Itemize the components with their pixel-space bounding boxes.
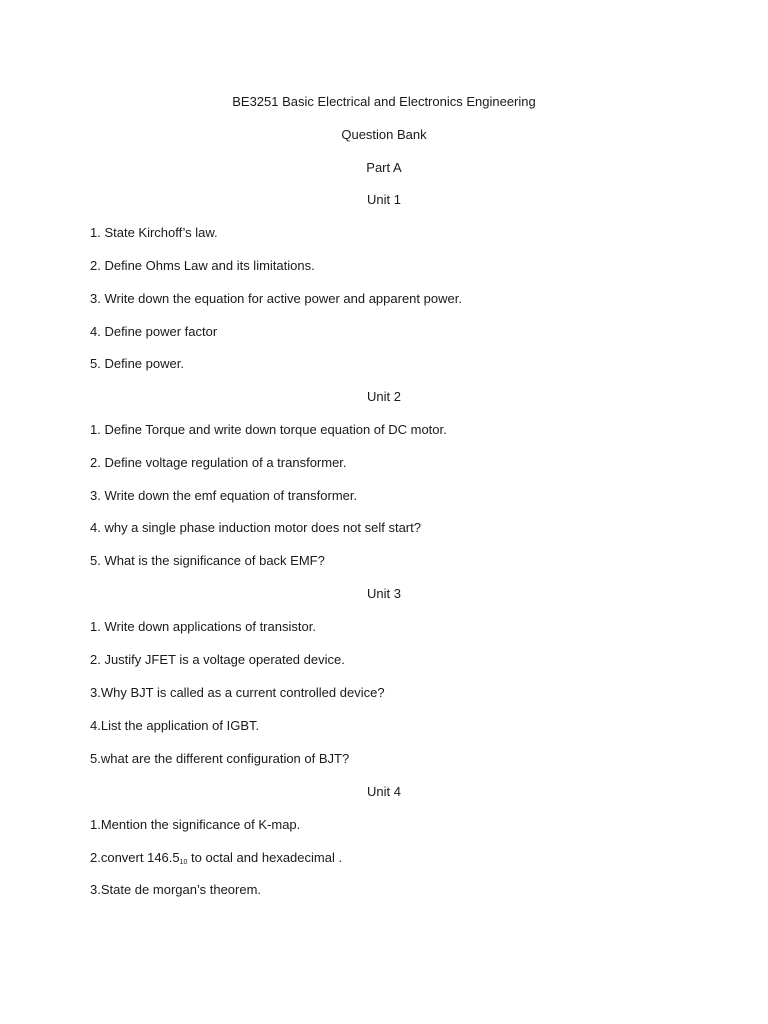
question-item: 3.State de morgan’s theorem. — [90, 882, 262, 897]
unit-heading: Unit 3 — [367, 586, 401, 601]
question-item: 5. Define power. — [90, 356, 184, 371]
question-item: 3.Why BJT is called as a current controlled device? — [90, 685, 385, 700]
question-text-suffix: to octal and hexadecimal . — [187, 850, 343, 865]
part-heading: Part A — [366, 160, 402, 175]
question-item: 5. What is the significance of back EMF? — [90, 553, 325, 568]
question-item: 1. Write down applications of transistor. — [90, 619, 316, 634]
question-item: 4. why a single phase induction motor does not self start? — [90, 520, 421, 535]
question-item: 2. Define Ohms Law and its limitations. — [90, 258, 315, 273]
question-item: 5.what are the different configuration of BJT? — [90, 751, 350, 766]
number-base-subscript: 10 — [179, 859, 188, 866]
course-title: BE3251 Basic Electrical and Electronics Engineering — [232, 94, 536, 109]
question-item: 1. State Kirchoff’s law. — [90, 225, 218, 240]
question-item: 3. Write down the equation for active power and apparent power. — [90, 291, 462, 306]
unit-heading: Unit 1 — [367, 192, 401, 207]
question-item: 2. Justify JFET is a voltage operated device. — [90, 652, 345, 667]
question-text: 2.convert 146.5 — [90, 850, 180, 865]
question-item: 1. Define Torque and write down torque equation of DC motor. — [90, 422, 447, 437]
unit-heading: Unit 4 — [367, 784, 401, 799]
question-item: 2. Define voltage regulation of a transformer. — [90, 455, 347, 470]
question-item: 4. Define power factor — [90, 324, 218, 339]
doc-title: Question Bank — [341, 127, 427, 142]
question-item: 4.List the application of IGBT. — [90, 718, 260, 733]
question-item — [90, 850, 342, 866]
question-item: 1.Mention the significance of K-map. — [90, 817, 301, 832]
question-item: 3. Write down the emf equation of transformer. — [90, 488, 358, 503]
unit-heading: Unit 2 — [367, 389, 401, 404]
